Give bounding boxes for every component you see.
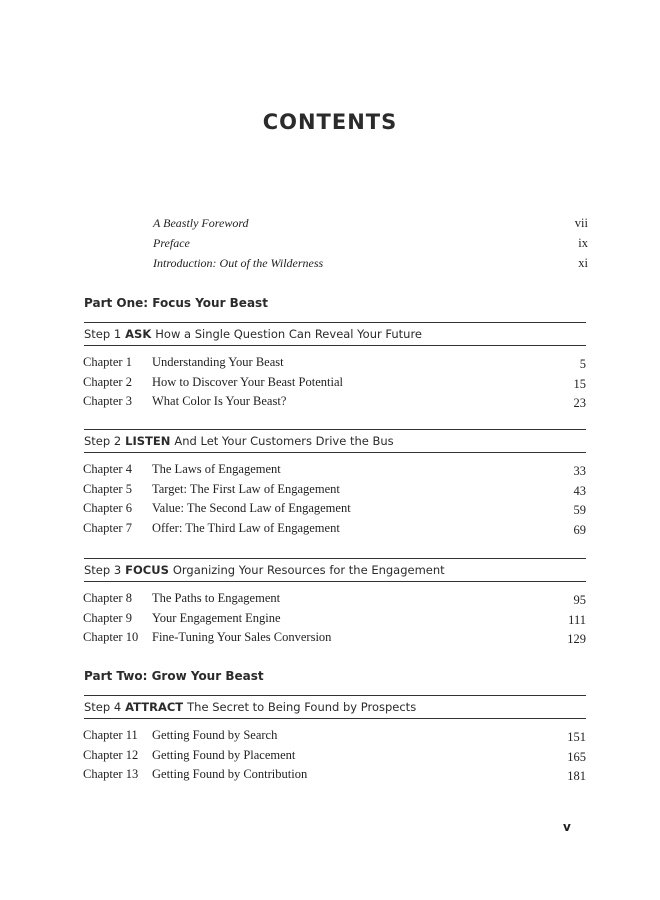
step-number: Step 4	[84, 700, 122, 714]
chapter-row	[83, 482, 586, 502]
step-subtitle: How a Single Question Can Reveal Your Future	[155, 327, 422, 341]
front-matter-title: Introduction: Out of the Wilderness	[153, 256, 324, 270]
part-heading: Part Two: Grow Your Beast	[84, 669, 264, 683]
chapter-label: Chapter 2	[83, 374, 132, 389]
step-heading	[84, 695, 586, 719]
chapter-label: Chapter 12	[83, 747, 139, 762]
chapter-label: Chapter 13	[83, 767, 139, 782]
chapter-title: Getting Found by Placement	[152, 747, 296, 762]
step-keyword: FOCUS	[125, 563, 169, 577]
chapter-row	[83, 394, 586, 414]
step-heading	[84, 429, 586, 453]
step-number: Step 3	[84, 563, 122, 577]
chapter-label: Chapter 3	[83, 394, 132, 409]
chapter-label: Chapter 6	[83, 501, 132, 516]
chapter-title: Your Engagement Engine	[152, 610, 281, 625]
step-subtitle: Organizing Your Resources for the Engagement	[172, 563, 445, 577]
chapter-title: Value: The Second Law of Engagement	[152, 501, 351, 516]
front-matter-list	[153, 216, 588, 276]
chapter-label: Chapter 4	[83, 462, 132, 476]
front-matter-title: Preface	[153, 236, 190, 250]
chapter-list	[83, 591, 586, 650]
front-matter-item	[153, 236, 588, 256]
chapter-title: Offer: The Third Law of Engagement	[152, 520, 340, 535]
front-matter-page: ix	[578, 236, 588, 250]
chapter-page: 33	[573, 464, 586, 478]
chapter-page: 181	[567, 769, 586, 784]
chapter-row	[83, 728, 586, 748]
front-matter-title: A Beastly Foreword	[153, 216, 249, 230]
front-matter-page: vii	[574, 216, 588, 230]
chapter-title: How to Discover Your Beast Potential	[152, 374, 343, 389]
chapter-row	[83, 591, 586, 611]
chapter-title: The Paths to Engagement	[152, 591, 281, 605]
step-keyword: ASK	[125, 327, 152, 341]
part-heading: Part One: Focus Your Beast	[84, 296, 268, 310]
chapter-row	[83, 611, 586, 631]
chapter-title: Target: The First Law of Engagement	[152, 481, 340, 496]
chapter-page: 15	[573, 376, 586, 391]
page-title: CONTENTS	[262, 110, 398, 134]
step-keyword: LISTEN	[125, 434, 171, 448]
chapter-label: Chapter 10	[83, 630, 139, 645]
chapter-row	[83, 501, 586, 521]
step-heading	[84, 558, 586, 582]
chapter-page: 59	[573, 503, 586, 518]
chapter-row	[83, 462, 586, 482]
chapter-label: Chapter 9	[83, 610, 132, 625]
step-subtitle: The Secret to Being Found by Prospects	[187, 700, 417, 714]
front-matter-item	[153, 256, 588, 276]
chapter-page: 95	[573, 593, 586, 607]
step-keyword: ATTRACT	[125, 700, 184, 714]
front-matter-item	[153, 216, 588, 236]
step-number: Step 2	[84, 434, 122, 448]
chapter-title: Getting Found by Contribution	[152, 767, 308, 782]
chapter-page: 111	[568, 612, 586, 627]
chapter-title: The Laws of Engagement	[152, 462, 281, 476]
chapter-row	[83, 748, 586, 768]
chapter-label: Chapter 5	[83, 481, 132, 496]
chapter-row	[83, 521, 586, 541]
chapter-page: 5	[579, 357, 586, 371]
chapter-page: 69	[573, 522, 586, 537]
step-number: Step 1	[84, 327, 122, 341]
front-matter-page: xi	[578, 256, 588, 270]
chapter-page: 129	[567, 632, 586, 647]
chapter-label: Chapter 7	[83, 520, 132, 535]
chapter-page: 165	[567, 749, 586, 764]
step-subtitle: And Let Your Customers Drive the Bus	[174, 434, 394, 448]
chapter-list	[83, 728, 586, 787]
chapter-page: 151	[567, 730, 586, 744]
chapter-label: Chapter 8	[83, 591, 132, 605]
chapter-title: Understanding Your Beast	[152, 355, 284, 369]
chapter-title: What Color Is Your Beast?	[152, 394, 287, 409]
chapter-row	[83, 767, 586, 787]
chapter-list	[83, 355, 586, 414]
chapter-label: Chapter 11	[83, 728, 138, 742]
chapter-row	[83, 355, 586, 375]
chapter-page: 23	[573, 396, 586, 411]
chapter-list	[83, 462, 586, 540]
chapter-row	[83, 630, 586, 650]
chapter-row	[83, 375, 586, 395]
chapter-page: 43	[573, 483, 586, 498]
step-heading	[84, 322, 586, 346]
chapter-title: Getting Found by Search	[152, 728, 278, 742]
page-number: v	[563, 820, 571, 834]
chapter-label: Chapter 1	[83, 355, 132, 369]
chapter-title: Fine-Tuning Your Sales Conversion	[152, 630, 332, 645]
